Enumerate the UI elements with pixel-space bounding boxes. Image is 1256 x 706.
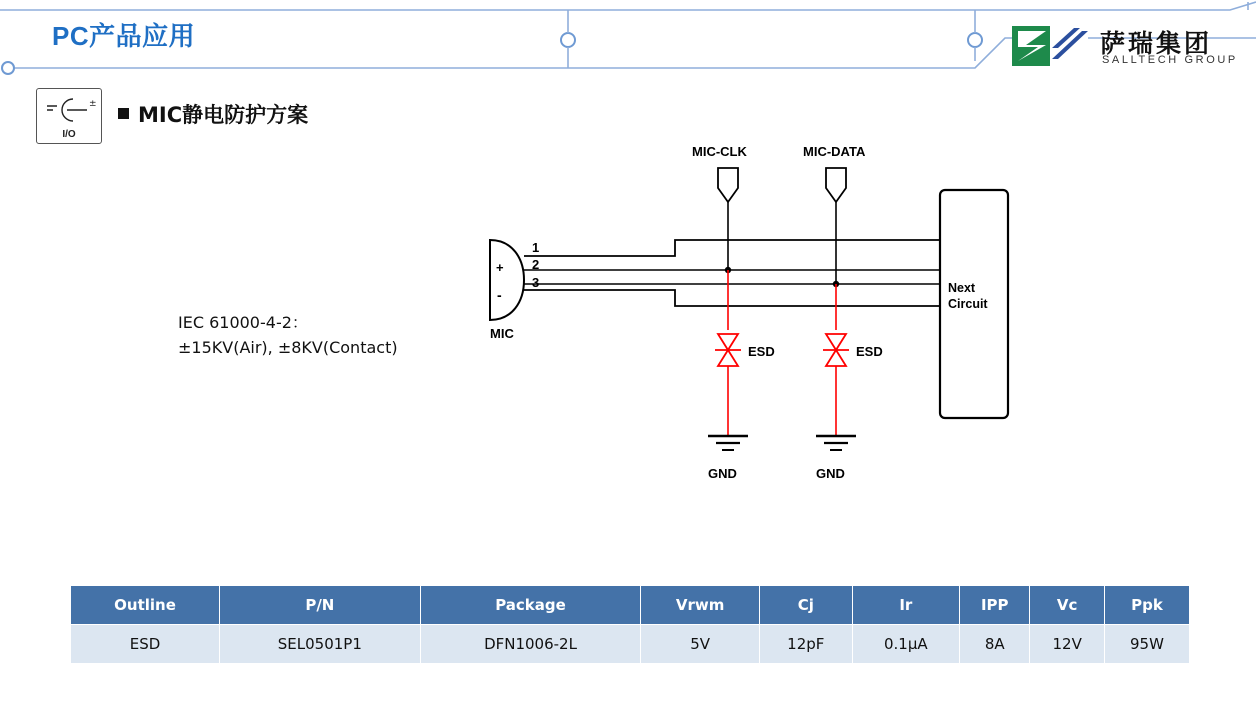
table-cell: 0.1μA <box>852 625 959 664</box>
table-header-cell: IPP <box>960 586 1030 625</box>
table-header-cell: Vrwm <box>641 586 760 625</box>
esd-right-label: ESD <box>856 344 883 359</box>
next-circuit-line2: Circuit <box>948 297 988 311</box>
svg-text:±: ± <box>89 99 97 109</box>
logo-mark-icon <box>1012 26 1088 66</box>
table-cell: DFN1006-2L <box>420 625 641 664</box>
table-header-row <box>71 586 1190 625</box>
iec-spec-line1: IEC 61000-4-2： <box>178 313 308 332</box>
table-cell: 8A <box>960 625 1030 664</box>
iec-spec-note <box>178 310 398 360</box>
pin-1-label: 1 <box>532 240 540 255</box>
table-cell: 12pF <box>759 625 852 664</box>
company-logo <box>1012 24 1240 70</box>
logo-text-cn: 萨瑞集团 <box>1100 29 1213 58</box>
esd-protection-schematic <box>460 130 1040 510</box>
page-title: PC产品应用 <box>52 21 196 51</box>
table-cell: SEL0501P1 <box>220 625 421 664</box>
table-header-cell: Vc <box>1030 586 1104 625</box>
table-header-cell: Cj <box>759 586 852 625</box>
esd-left-label: ESD <box>748 344 775 359</box>
logo-text-en: SALLTECH GROUP <box>1102 54 1238 66</box>
table-cell: 5V <box>641 625 760 664</box>
table-cell: 95W <box>1104 625 1189 664</box>
iec-spec-line2: ±15KV(Air), ±8KV(Contact) <box>178 338 398 357</box>
mic-minus-label: - <box>497 287 502 303</box>
mic-plus-label: + <box>496 260 504 275</box>
table-header-cell: Package <box>420 586 641 625</box>
table-header-cell: P/N <box>220 586 421 625</box>
io-icon <box>36 88 102 144</box>
table-cell: 12V <box>1030 625 1104 664</box>
table-header-cell: Ppk <box>1104 586 1189 625</box>
gnd-left-label: GND <box>708 466 737 481</box>
table-header-cell: Ir <box>852 586 959 625</box>
mic-label: MIC <box>490 326 514 341</box>
mic-clk-label: MIC-CLK <box>692 144 747 159</box>
io-symbol-icon <box>37 89 101 129</box>
spec-table <box>70 585 1190 664</box>
table-header-cell: Outline <box>71 586 220 625</box>
mic-data-label: MIC-DATA <box>803 144 866 159</box>
pin-3-label: 3 <box>532 275 540 290</box>
table-cell: ESD <box>71 625 220 664</box>
section-bullet-icon <box>118 108 129 119</box>
io-icon-label: I/O <box>62 129 76 140</box>
pin-2-label: 2 <box>532 257 540 272</box>
table-row <box>71 625 1190 664</box>
gnd-right-label: GND <box>816 466 845 481</box>
section-title: MIC静电防护方案 <box>138 103 309 127</box>
next-circuit-line1: Next <box>948 281 976 295</box>
